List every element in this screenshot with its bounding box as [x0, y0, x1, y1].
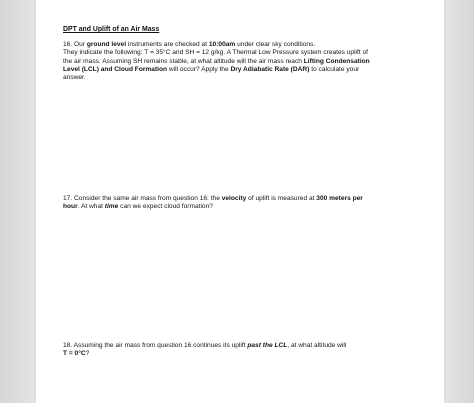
question-17-line-2: hour. At what time can we expect cloud formation?: [63, 203, 213, 211]
emphasis-ground-level: ground level: [86, 41, 127, 48]
emphasis-time-italic: time: [104, 203, 119, 211]
emphasis-time: 10:00am: [208, 41, 236, 48]
question-number: 18.: [63, 342, 73, 349]
document-page: [36, 0, 444, 403]
question-number: 16.: [63, 41, 73, 48]
viewer-left-margin: [0, 0, 36, 403]
emphasis-lcl-cloud: Level (LCL) and Cloud Formation: [63, 65, 168, 73]
emphasis-lcl: Lifting Condensation: [303, 57, 370, 65]
emphasis-speed: 300 meters per: [316, 195, 363, 202]
emphasis-dar: Dry Adiabatic Rate (DAR): [230, 65, 310, 73]
question-18-line-2: T = 0°C?: [63, 350, 90, 358]
question-16-line-4: Level (LCL) and Cloud Formation will occur? Apply the Dry Adiabatic Rate (DAR) to calculate your: [63, 65, 360, 73]
emphasis-past-lcl: past the LCL: [247, 342, 288, 349]
question-17: [63, 195, 415, 212]
question-16-line-5: answer.: [63, 74, 86, 82]
question-16: [63, 41, 415, 82]
document-title: DPT and Uplift of an Air Mass: [63, 26, 160, 33]
question-16-line-2: They indicate the following: T = 35°C and SH = 12 g/kg. A Thermal Low Pressure system creates uplift of: [63, 49, 369, 57]
question-16-line-3: the air mass. Assuming SH remains stable, at what altitude will the air mass reach Lifting Condensation: [63, 57, 370, 65]
emphasis-freezing: T = 0°C: [63, 350, 86, 358]
emphasis-hour: hour: [63, 203, 78, 211]
viewer-right-margin: [444, 0, 474, 403]
question-18: [63, 342, 415, 359]
question-number: 17.: [63, 195, 73, 202]
question-16-line-1: 16. Our ground level instruments are checked at 10:00am under clear sky conditions.: [63, 41, 316, 48]
emphasis-velocity: velocity: [221, 195, 247, 202]
question-17-line-1: 17. Consider the same air mass from question 16: the velocity of uplift is measured at 300 meters per: [63, 195, 363, 202]
question-18-line-1: 18. Assuming the air mass from question 16 continues its uplift past the LCL, at what altitude will: [63, 342, 347, 349]
